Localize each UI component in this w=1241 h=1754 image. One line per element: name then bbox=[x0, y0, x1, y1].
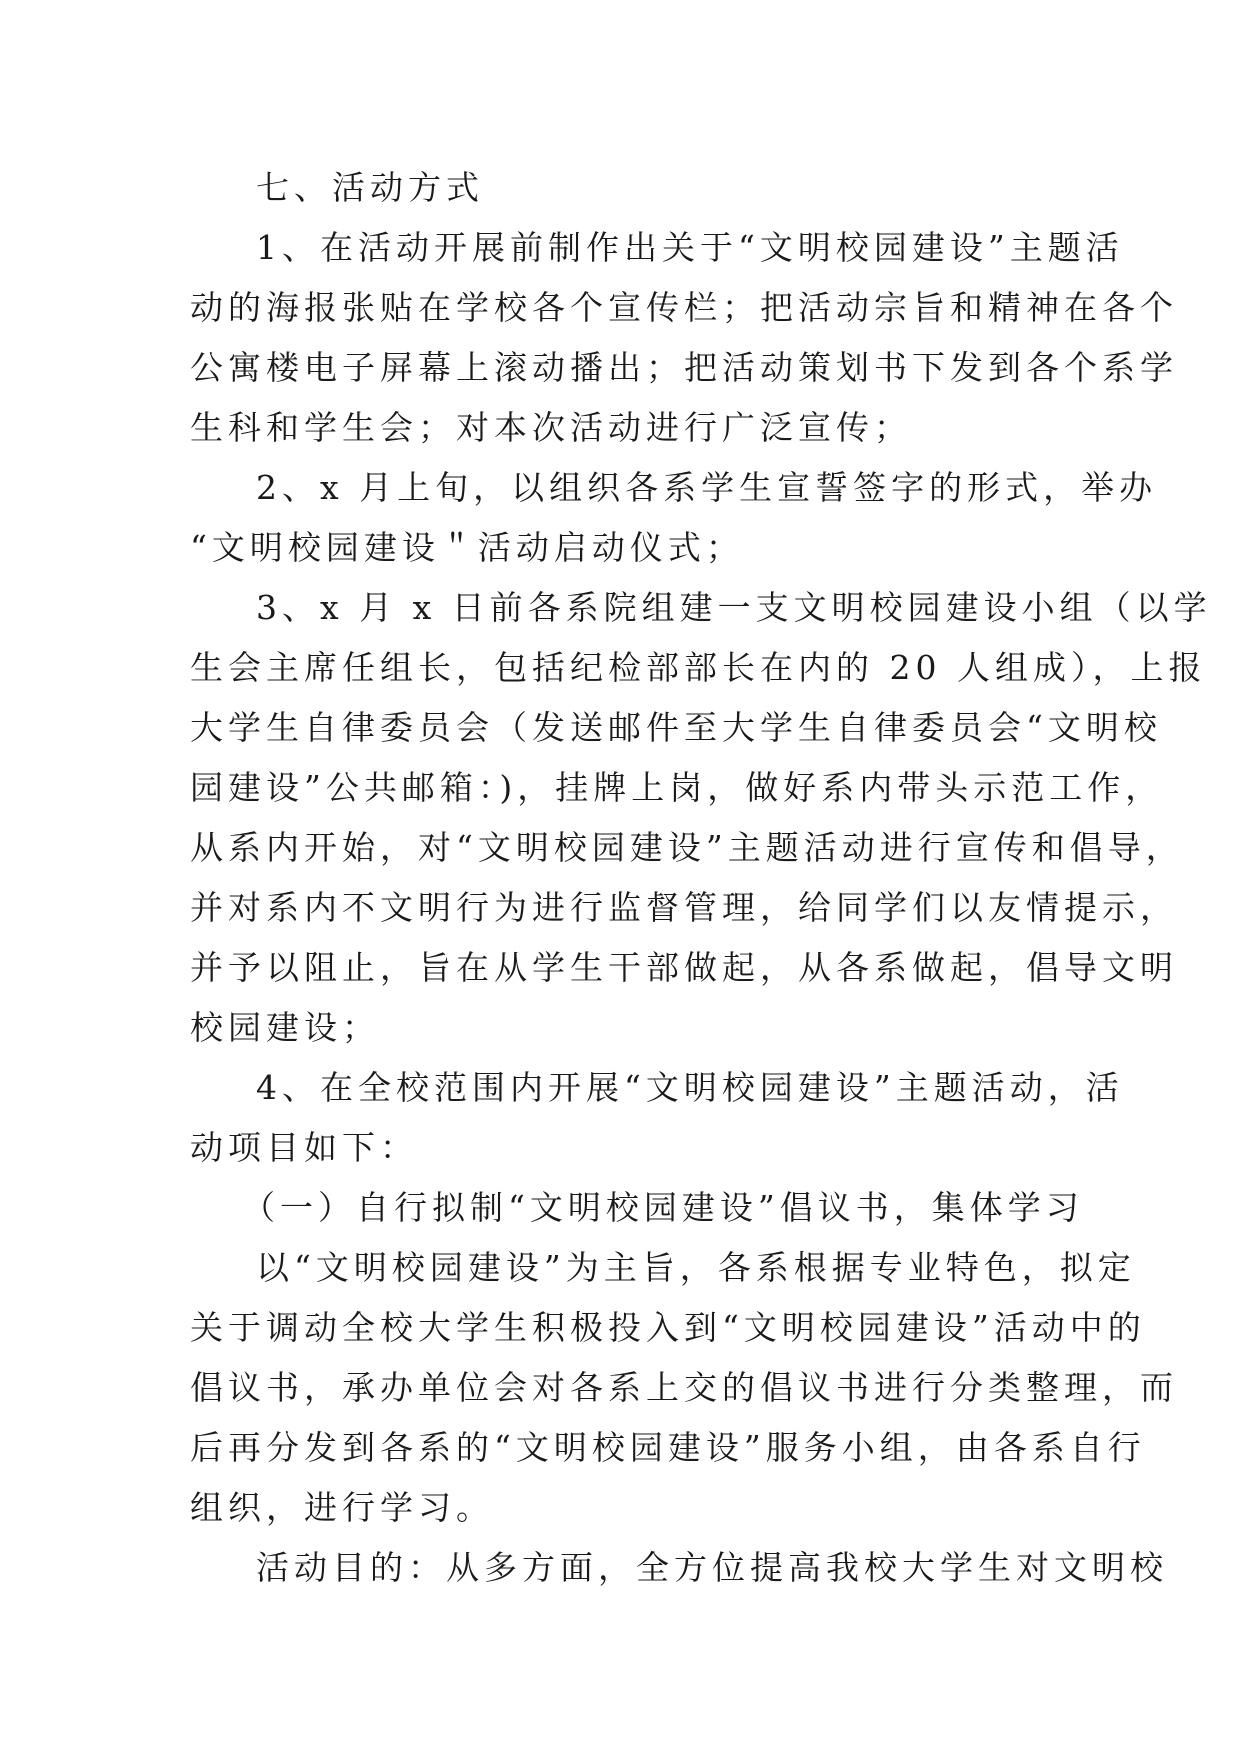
section-heading-text: 七、活动方式 bbox=[256, 168, 484, 207]
paragraph-item-4 bbox=[190, 1058, 1124, 1178]
paragraph-item-3 bbox=[190, 578, 1212, 1058]
paragraph-purpose bbox=[190, 1538, 1168, 1598]
paragraph-item-1 bbox=[190, 218, 1178, 458]
section-heading bbox=[190, 158, 1060, 218]
subsection-heading-text: （一）自行拟制“文明校园建设”倡议书，集体学习 bbox=[242, 1188, 1084, 1227]
text-line: 3、x 月 x 日前各系院组建一支文明校园建设小组（以学 bbox=[256, 588, 1212, 627]
text-line: 组织，进行学习。 bbox=[190, 1488, 494, 1527]
text-line: 活动目的：从多方面，全方位提高我校大学生对文明校 bbox=[256, 1548, 1168, 1587]
text-line: 并对系内不文明行为进行监督管理，给同学们以友情提示， bbox=[190, 888, 1178, 927]
paragraph-initiative bbox=[190, 1238, 1178, 1538]
text-line: 动项目如下： bbox=[190, 1128, 418, 1167]
text-line: 生会主席任组长，包括纪检部部长在内的 20 人组成），上报 bbox=[190, 648, 1207, 687]
text-line: 4、在全校范围内开展“文明校园建设”主题活动，活 bbox=[256, 1068, 1124, 1107]
text-line: 后再分发到各系的“文明校园建设”服务小组，由各系自行 bbox=[190, 1428, 1146, 1467]
text-line: 大学生自律委员会（发送邮件至大学生自律委员会“文明校 bbox=[190, 708, 1162, 747]
text-line: 生科和学生会；对本次活动进行广泛宣传； bbox=[190, 408, 912, 447]
document-body bbox=[190, 158, 1212, 1598]
subsection-heading bbox=[190, 1178, 1084, 1238]
text-line: 从系内开始，对“文明校园建设”主题活动进行宣传和倡导， bbox=[190, 828, 1184, 867]
paragraph-item-2 bbox=[190, 458, 1158, 578]
text-line: 以“文明校园建设”为主旨，各系根据专业特色，拟定 bbox=[256, 1248, 1136, 1287]
text-line: 倡议书，承办单位会对各系上交的倡议书进行分类整理，而 bbox=[190, 1368, 1178, 1407]
text-line: 关于调动全校大学生积极投入到“文明校园建设”活动中的 bbox=[190, 1308, 1146, 1347]
text-line: “文明校园建设＂活动启动仪式； bbox=[190, 528, 744, 567]
text-line: 并予以阻止，旨在从学生干部做起，从各系做起，倡导文明 bbox=[190, 948, 1178, 987]
text-line: 动的海报张贴在学校各个宣传栏；把活动宗旨和精神在各个 bbox=[190, 288, 1178, 327]
text-line: 公寓楼电子屏幕上滚动播出；把活动策划书下发到各个系学 bbox=[190, 348, 1178, 387]
text-line: 2、x 月上旬，以组织各系学生宣誓签字的形式，举办 bbox=[256, 468, 1158, 507]
text-line: 1、在活动开展前制作出关于“文明校园建设”主题活 bbox=[256, 228, 1124, 267]
text-line: 园建设”公共邮箱：)，挂牌上岗，做好系内带头示范工作， bbox=[190, 768, 1164, 807]
text-line: 校园建设； bbox=[190, 1008, 380, 1047]
